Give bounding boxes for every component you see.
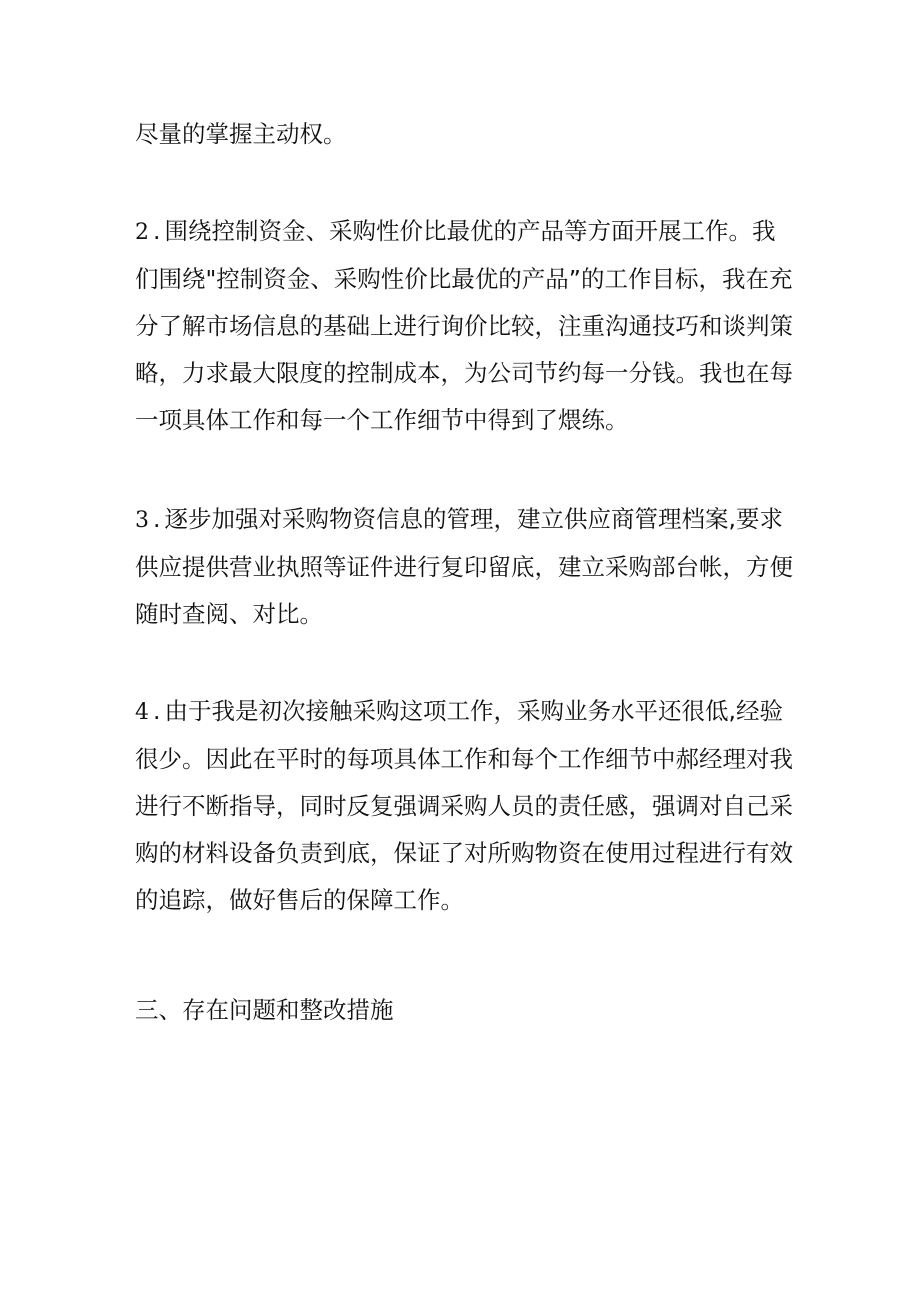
item-separator: . [153,697,161,725]
item-text: 围绕控制资金、采购性价比最优的产品等方面开展工作。我们围绕"控制资金、采购性价比最优的产品”的工作目标，我在充分了解市场信息的基础上进行询价比较，注重沟通技巧和谈判策略，力求最大限度的控制成本，为公司节约每一分钱。我也在每一项具体工作和每一个工作细节中得到了煨练。 [135,217,793,434]
paragraph-text: 尽量的掌握主动权。 [135,120,347,148]
paragraph-continuation [135,111,795,158]
list-item-2 [135,208,795,444]
item-text: 由于我是初次接触采购这项工作，采购业务水平还很低,经验很少。因此在平时的每项具体工作和每个工作细节中郝经理对我进行不断指导，同时反复强调采购人员的责任感，强调对自己采购的材料设备负责到底，保证了对所购物资在使用过程进行有效的追踪，做好售后的保障工作。 [135,697,793,914]
item-text: 逐步加强对采购物资信息的管理，建立供应商管理档案,要求供应提供营业执照等证件进行复印留底，建立采购部台帐，方便随时查阅、对比。 [135,505,793,628]
section-heading [135,987,795,1034]
item-number: 3 [135,508,149,533]
item-separator: . [153,217,161,245]
item-number: 4 [135,700,149,725]
list-item-4 [135,688,795,924]
item-number: 2 [135,220,149,245]
section-heading-text: 三、存在问题和整改措施 [135,996,394,1024]
item-separator: . [153,505,161,533]
list-item-3 [135,496,795,638]
